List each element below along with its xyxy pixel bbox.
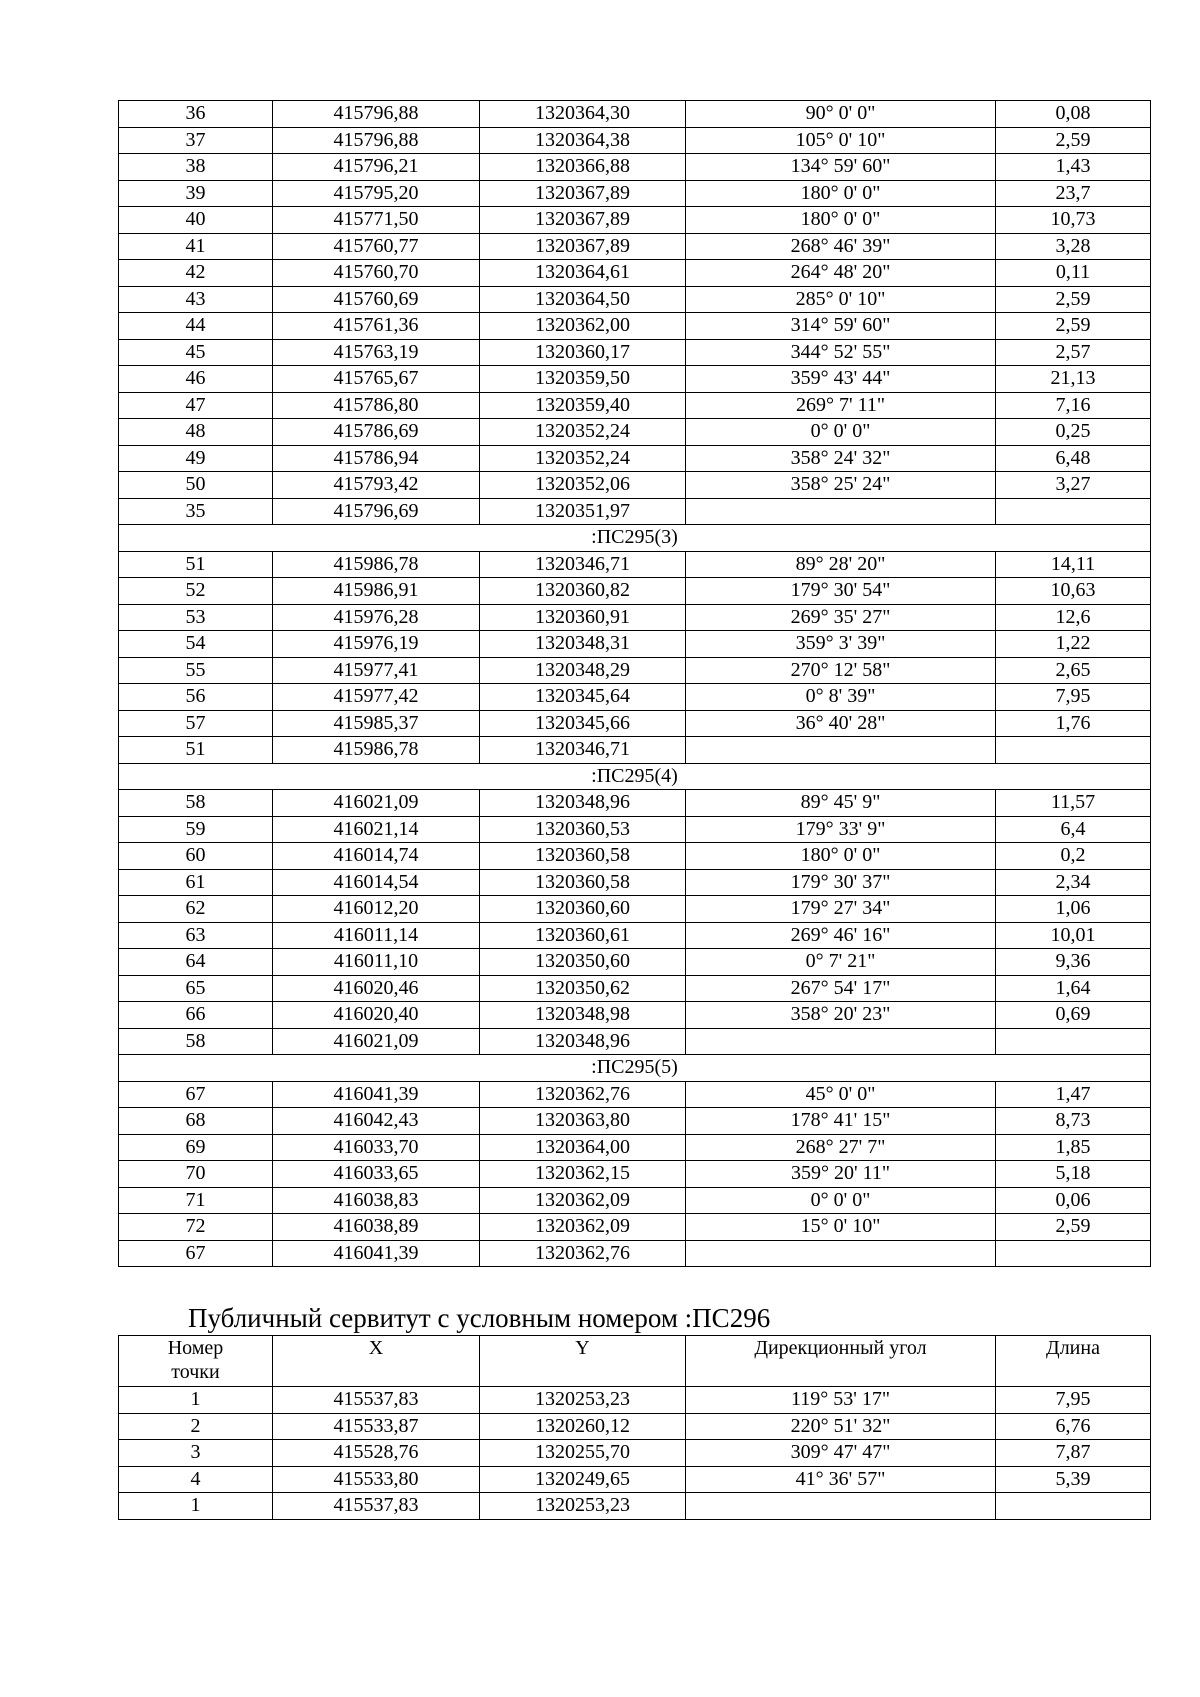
y-cell: 1320364,38 (480, 127, 686, 154)
table-row (119, 896, 1151, 923)
x-cell: 415986,78 (273, 737, 480, 764)
point-number-cell: 53 (119, 604, 273, 631)
table-row (119, 472, 1151, 499)
section-label: :ПС295(5) (119, 1055, 1151, 1082)
x-cell: 416012,20 (273, 896, 480, 923)
direction-angle-cell: 358° 25' 24" (686, 472, 996, 499)
y-cell: 1320352,24 (480, 445, 686, 472)
y-cell: 1320360,91 (480, 604, 686, 631)
length-cell: 10,63 (996, 578, 1151, 605)
length-cell: 2,65 (996, 657, 1151, 684)
x-cell: 415796,88 (273, 101, 480, 128)
length-cell: 1,76 (996, 710, 1151, 737)
x-cell: 415977,42 (273, 684, 480, 711)
direction-angle-cell: 269° 7' 11" (686, 392, 996, 419)
length-cell: 7,95 (996, 1387, 1151, 1414)
point-number-cell: 39 (119, 180, 273, 207)
x-cell: 415760,77 (273, 233, 480, 260)
x-cell: 415793,42 (273, 472, 480, 499)
length-cell (996, 1240, 1151, 1267)
y-cell: 1320360,58 (480, 869, 686, 896)
x-cell: 416020,46 (273, 975, 480, 1002)
x-cell: 415796,88 (273, 127, 480, 154)
direction-angle-cell: 0° 8' 39" (686, 684, 996, 711)
length-cell: 2,59 (996, 313, 1151, 340)
x-cell: 415765,67 (273, 366, 480, 393)
table-row (119, 578, 1151, 605)
x-cell: 415796,69 (273, 498, 480, 525)
table-row (119, 949, 1151, 976)
length-cell: 10,01 (996, 922, 1151, 949)
table-row (119, 1187, 1151, 1214)
length-cell (996, 498, 1151, 525)
table-row (119, 286, 1151, 313)
section-row (119, 1055, 1151, 1082)
table-row (119, 260, 1151, 287)
point-number-cell: 42 (119, 260, 273, 287)
direction-angle-cell: 0° 0' 0" (686, 1187, 996, 1214)
point-number-cell: 49 (119, 445, 273, 472)
x-cell: 416038,83 (273, 1187, 480, 1214)
y-cell: 1320367,89 (480, 233, 686, 260)
coordinates-table-ps296 (118, 1335, 1151, 1520)
table-row (119, 1413, 1151, 1440)
x-cell: 416014,74 (273, 843, 480, 870)
point-number-cell: 70 (119, 1161, 273, 1188)
x-cell: 415771,50 (273, 207, 480, 234)
point-number-cell: 51 (119, 551, 273, 578)
length-cell (996, 1493, 1151, 1520)
table-row (119, 684, 1151, 711)
length-cell: 1,47 (996, 1081, 1151, 1108)
x-cell: 416011,10 (273, 949, 480, 976)
y-cell: 1320255,70 (480, 1440, 686, 1467)
point-number-cell: 62 (119, 896, 273, 923)
length-cell: 0,69 (996, 1002, 1151, 1029)
table-row (119, 207, 1151, 234)
length-cell: 3,28 (996, 233, 1151, 260)
length-cell: 11,57 (996, 790, 1151, 817)
x-cell: 415786,80 (273, 392, 480, 419)
direction-angle-cell: 269° 46' 16" (686, 922, 996, 949)
table-row (119, 604, 1151, 631)
direction-angle-cell (686, 737, 996, 764)
table-row (119, 419, 1151, 446)
x-cell: 416041,39 (273, 1240, 480, 1267)
y-cell: 1320360,53 (480, 816, 686, 843)
x-cell: 416041,39 (273, 1081, 480, 1108)
y-cell: 1320364,00 (480, 1134, 686, 1161)
x-cell: 416033,70 (273, 1134, 480, 1161)
length-cell: 6,4 (996, 816, 1151, 843)
x-cell: 415796,21 (273, 154, 480, 181)
point-number-cell: 52 (119, 578, 273, 605)
header-direction-angle: Дирекционный угол (686, 1336, 996, 1387)
direction-angle-cell: 0° 7' 21" (686, 949, 996, 976)
x-cell: 415985,37 (273, 710, 480, 737)
direction-angle-cell: 105° 0' 10" (686, 127, 996, 154)
length-cell: 1,64 (996, 975, 1151, 1002)
y-cell: 1320348,96 (480, 1028, 686, 1055)
table-row (119, 233, 1151, 260)
point-number-cell: 36 (119, 101, 273, 128)
point-number-cell: 40 (119, 207, 273, 234)
point-number-cell: 59 (119, 816, 273, 843)
direction-angle-cell: 89° 45' 9" (686, 790, 996, 817)
x-cell: 415786,69 (273, 419, 480, 446)
point-number-cell: 64 (119, 949, 273, 976)
point-number-cell: 35 (119, 498, 273, 525)
y-cell: 1320350,60 (480, 949, 686, 976)
length-cell: 0,06 (996, 1187, 1151, 1214)
table-row (119, 339, 1151, 366)
direction-angle-cell: 264° 48' 20" (686, 260, 996, 287)
table-row (119, 1440, 1151, 1467)
direction-angle-cell: 179° 33' 9" (686, 816, 996, 843)
ps296-table-body (119, 1387, 1151, 1520)
point-number-cell: 2 (119, 1413, 273, 1440)
point-number-cell: 72 (119, 1214, 273, 1241)
direction-angle-cell: 179° 30' 54" (686, 578, 996, 605)
point-number-cell: 58 (119, 1028, 273, 1055)
table-row (119, 1214, 1151, 1241)
y-cell: 1320362,76 (480, 1081, 686, 1108)
point-number-cell: 56 (119, 684, 273, 711)
direction-angle-cell: 89° 28' 20" (686, 551, 996, 578)
length-cell: 12,6 (996, 604, 1151, 631)
table-row (119, 1387, 1151, 1414)
y-cell: 1320253,23 (480, 1387, 686, 1414)
header-length: Длина (996, 1336, 1151, 1387)
table-row (119, 1028, 1151, 1055)
length-cell: 2,57 (996, 339, 1151, 366)
table-row (119, 922, 1151, 949)
length-cell: 14,11 (996, 551, 1151, 578)
table-row (119, 445, 1151, 472)
point-number-cell: 4 (119, 1466, 273, 1493)
y-cell: 1320346,71 (480, 737, 686, 764)
x-cell: 416042,43 (273, 1108, 480, 1135)
direction-angle-cell: 180° 0' 0" (686, 207, 996, 234)
length-cell: 7,16 (996, 392, 1151, 419)
x-cell: 415760,69 (273, 286, 480, 313)
x-cell: 415533,80 (273, 1466, 480, 1493)
length-cell: 9,36 (996, 949, 1151, 976)
y-cell: 1320367,89 (480, 180, 686, 207)
point-number-cell: 1 (119, 1493, 273, 1520)
y-cell: 1320362,09 (480, 1214, 686, 1241)
direction-angle-cell: 344° 52' 55" (686, 339, 996, 366)
y-cell: 1320362,09 (480, 1187, 686, 1214)
y-cell: 1320360,61 (480, 922, 686, 949)
point-number-cell: 55 (119, 657, 273, 684)
point-number-cell: 38 (119, 154, 273, 181)
point-number-cell: 1 (119, 1387, 273, 1414)
direction-angle-cell: 359° 3' 39" (686, 631, 996, 658)
length-cell: 23,7 (996, 180, 1151, 207)
y-cell: 1320362,76 (480, 1240, 686, 1267)
x-cell: 416033,65 (273, 1161, 480, 1188)
point-number-cell: 65 (119, 975, 273, 1002)
length-cell: 0,08 (996, 101, 1151, 128)
coordinates-table-ps295 (118, 100, 1151, 1267)
direction-angle-cell: 359° 43' 44" (686, 366, 996, 393)
direction-angle-cell: 134° 59' 60" (686, 154, 996, 181)
y-cell: 1320348,31 (480, 631, 686, 658)
direction-angle-cell: 179° 30' 37" (686, 869, 996, 896)
x-cell: 415533,87 (273, 1413, 480, 1440)
table-row (119, 1134, 1151, 1161)
direction-angle-cell: 45° 0' 0" (686, 1081, 996, 1108)
length-cell: 1,06 (996, 896, 1151, 923)
point-number-cell: 58 (119, 790, 273, 817)
table-row (119, 869, 1151, 896)
direction-angle-cell: 267° 54' 17" (686, 975, 996, 1002)
header-x: X (273, 1336, 480, 1387)
point-number-cell: 46 (119, 366, 273, 393)
x-cell: 415786,94 (273, 445, 480, 472)
direction-angle-cell: 15° 0' 10" (686, 1214, 996, 1241)
table-row (119, 1466, 1151, 1493)
table-row (119, 843, 1151, 870)
table-row (119, 737, 1151, 764)
y-cell: 1320249,65 (480, 1466, 686, 1493)
section-heading-ps296: Публичный сервитут с условным номером :ПС296 (188, 1303, 771, 1333)
x-cell: 416011,14 (273, 922, 480, 949)
y-cell: 1320363,80 (480, 1108, 686, 1135)
point-number-cell: 57 (119, 710, 273, 737)
y-cell: 1320360,60 (480, 896, 686, 923)
x-cell: 415537,83 (273, 1493, 480, 1520)
table-row (119, 551, 1151, 578)
table-row (119, 154, 1151, 181)
x-cell: 416020,40 (273, 1002, 480, 1029)
y-cell: 1320360,58 (480, 843, 686, 870)
y-cell: 1320360,17 (480, 339, 686, 366)
x-cell: 416021,09 (273, 790, 480, 817)
direction-angle-cell: 270° 12' 58" (686, 657, 996, 684)
x-cell: 416038,89 (273, 1214, 480, 1241)
x-cell: 415977,41 (273, 657, 480, 684)
x-cell: 415763,19 (273, 339, 480, 366)
y-cell: 1320359,50 (480, 366, 686, 393)
point-number-cell: 51 (119, 737, 273, 764)
length-cell (996, 737, 1151, 764)
y-cell: 1320350,62 (480, 975, 686, 1002)
x-cell: 415986,78 (273, 551, 480, 578)
table-row (119, 1081, 1151, 1108)
table-row (119, 313, 1151, 340)
y-cell: 1320352,24 (480, 419, 686, 446)
table-row (119, 366, 1151, 393)
direction-angle-cell: 268° 46' 39" (686, 233, 996, 260)
y-cell: 1320253,23 (480, 1493, 686, 1520)
x-cell: 415986,91 (273, 578, 480, 605)
length-cell: 6,48 (996, 445, 1151, 472)
direction-angle-cell: 180° 0' 0" (686, 180, 996, 207)
point-number-cell: 44 (119, 313, 273, 340)
direction-angle-cell: 180° 0' 0" (686, 843, 996, 870)
point-number-cell: 61 (119, 869, 273, 896)
length-cell: 3,27 (996, 472, 1151, 499)
x-cell: 416021,14 (273, 816, 480, 843)
point-number-cell: 47 (119, 392, 273, 419)
y-cell: 1320348,96 (480, 790, 686, 817)
direction-angle-cell (686, 1028, 996, 1055)
y-cell: 1320366,88 (480, 154, 686, 181)
point-number-cell: 63 (119, 922, 273, 949)
point-number-cell: 60 (119, 843, 273, 870)
y-cell: 1320352,06 (480, 472, 686, 499)
table-row (119, 657, 1151, 684)
table-row (119, 392, 1151, 419)
y-cell: 1320364,50 (480, 286, 686, 313)
y-cell: 1320359,40 (480, 392, 686, 419)
direction-angle-cell: 0° 0' 0" (686, 419, 996, 446)
length-cell: 2,59 (996, 286, 1151, 313)
y-cell: 1320345,66 (480, 710, 686, 737)
length-cell: 21,13 (996, 366, 1151, 393)
point-number-cell: 54 (119, 631, 273, 658)
x-cell: 415537,83 (273, 1387, 480, 1414)
x-cell: 416021,09 (273, 1028, 480, 1055)
table-row (119, 631, 1151, 658)
header-y: Y (480, 1336, 686, 1387)
length-cell: 7,87 (996, 1440, 1151, 1467)
length-cell: 5,18 (996, 1161, 1151, 1188)
y-cell: 1320348,98 (480, 1002, 686, 1029)
table-row (119, 975, 1151, 1002)
length-cell: 6,76 (996, 1413, 1151, 1440)
x-cell: 415528,76 (273, 1440, 480, 1467)
direction-angle-cell: 358° 24' 32" (686, 445, 996, 472)
section-label: :ПС295(4) (119, 763, 1151, 790)
direction-angle-cell: 90° 0' 0" (686, 101, 996, 128)
table-row (119, 498, 1151, 525)
y-cell: 1320360,82 (480, 578, 686, 605)
table-header (119, 1336, 1151, 1387)
direction-angle-cell: 285° 0' 10" (686, 286, 996, 313)
table-row (119, 1161, 1151, 1188)
table-row (119, 1493, 1151, 1520)
table-row (119, 127, 1151, 154)
header-point-number: Номер точки (119, 1336, 273, 1387)
x-cell: 415761,36 (273, 313, 480, 340)
table-row (119, 1002, 1151, 1029)
y-cell: 1320364,30 (480, 101, 686, 128)
y-cell: 1320348,29 (480, 657, 686, 684)
y-cell: 1320362,00 (480, 313, 686, 340)
length-cell: 2,34 (996, 869, 1151, 896)
length-cell: 8,73 (996, 1108, 1151, 1135)
header-row (119, 1336, 1151, 1387)
point-number-cell: 66 (119, 1002, 273, 1029)
direction-angle-cell: 269° 35' 27" (686, 604, 996, 631)
length-cell: 5,39 (996, 1466, 1151, 1493)
direction-angle-cell: 41° 36' 57" (686, 1466, 996, 1493)
point-number-cell: 3 (119, 1440, 273, 1467)
y-cell: 1320345,64 (480, 684, 686, 711)
point-number-cell: 37 (119, 127, 273, 154)
section-row (119, 763, 1151, 790)
direction-angle-cell: 36° 40' 28" (686, 710, 996, 737)
direction-angle-cell: 314° 59' 60" (686, 313, 996, 340)
table-row (119, 1108, 1151, 1135)
table-row (119, 101, 1151, 128)
length-cell: 2,59 (996, 1214, 1151, 1241)
direction-angle-cell (686, 498, 996, 525)
length-cell: 0,2 (996, 843, 1151, 870)
length-cell: 1,85 (996, 1134, 1151, 1161)
direction-angle-cell: 268° 27' 7" (686, 1134, 996, 1161)
length-cell: 10,73 (996, 207, 1151, 234)
point-number-cell: 50 (119, 472, 273, 499)
x-cell: 415976,28 (273, 604, 480, 631)
point-number-cell: 68 (119, 1108, 273, 1135)
point-number-cell: 67 (119, 1081, 273, 1108)
y-cell: 1320367,89 (480, 207, 686, 234)
direction-angle-cell: 220° 51' 32" (686, 1413, 996, 1440)
point-number-cell: 43 (119, 286, 273, 313)
y-cell: 1320260,12 (480, 1413, 686, 1440)
direction-angle-cell: 309° 47' 47" (686, 1440, 996, 1467)
table-row (119, 816, 1151, 843)
length-cell: 2,59 (996, 127, 1151, 154)
direction-angle-cell: 178° 41' 15" (686, 1108, 996, 1135)
length-cell: 1,22 (996, 631, 1151, 658)
y-cell: 1320362,15 (480, 1161, 686, 1188)
length-cell: 1,43 (996, 154, 1151, 181)
y-cell: 1320364,61 (480, 260, 686, 287)
y-cell: 1320351,97 (480, 498, 686, 525)
y-cell: 1320346,71 (480, 551, 686, 578)
direction-angle-cell: 179° 27' 34" (686, 896, 996, 923)
table-row (119, 710, 1151, 737)
length-cell: 0,11 (996, 260, 1151, 287)
section-label: :ПС295(3) (119, 525, 1151, 552)
coordinates-table-body (119, 101, 1151, 1267)
table-row (119, 180, 1151, 207)
direction-angle-cell: 358° 20' 23" (686, 1002, 996, 1029)
direction-angle-cell: 359° 20' 11" (686, 1161, 996, 1188)
length-cell (996, 1028, 1151, 1055)
point-number-cell: 41 (119, 233, 273, 260)
table-row (119, 790, 1151, 817)
direction-angle-cell: 119° 53' 17" (686, 1387, 996, 1414)
section-row (119, 525, 1151, 552)
direction-angle-cell (686, 1493, 996, 1520)
x-cell: 415976,19 (273, 631, 480, 658)
x-cell: 415795,20 (273, 180, 480, 207)
x-cell: 415760,70 (273, 260, 480, 287)
x-cell: 416014,54 (273, 869, 480, 896)
direction-angle-cell (686, 1240, 996, 1267)
length-cell: 0,25 (996, 419, 1151, 446)
point-number-cell: 71 (119, 1187, 273, 1214)
point-number-cell: 48 (119, 419, 273, 446)
point-number-cell: 67 (119, 1240, 273, 1267)
length-cell: 7,95 (996, 684, 1151, 711)
table-row (119, 1240, 1151, 1267)
point-number-cell: 69 (119, 1134, 273, 1161)
point-number-cell: 45 (119, 339, 273, 366)
